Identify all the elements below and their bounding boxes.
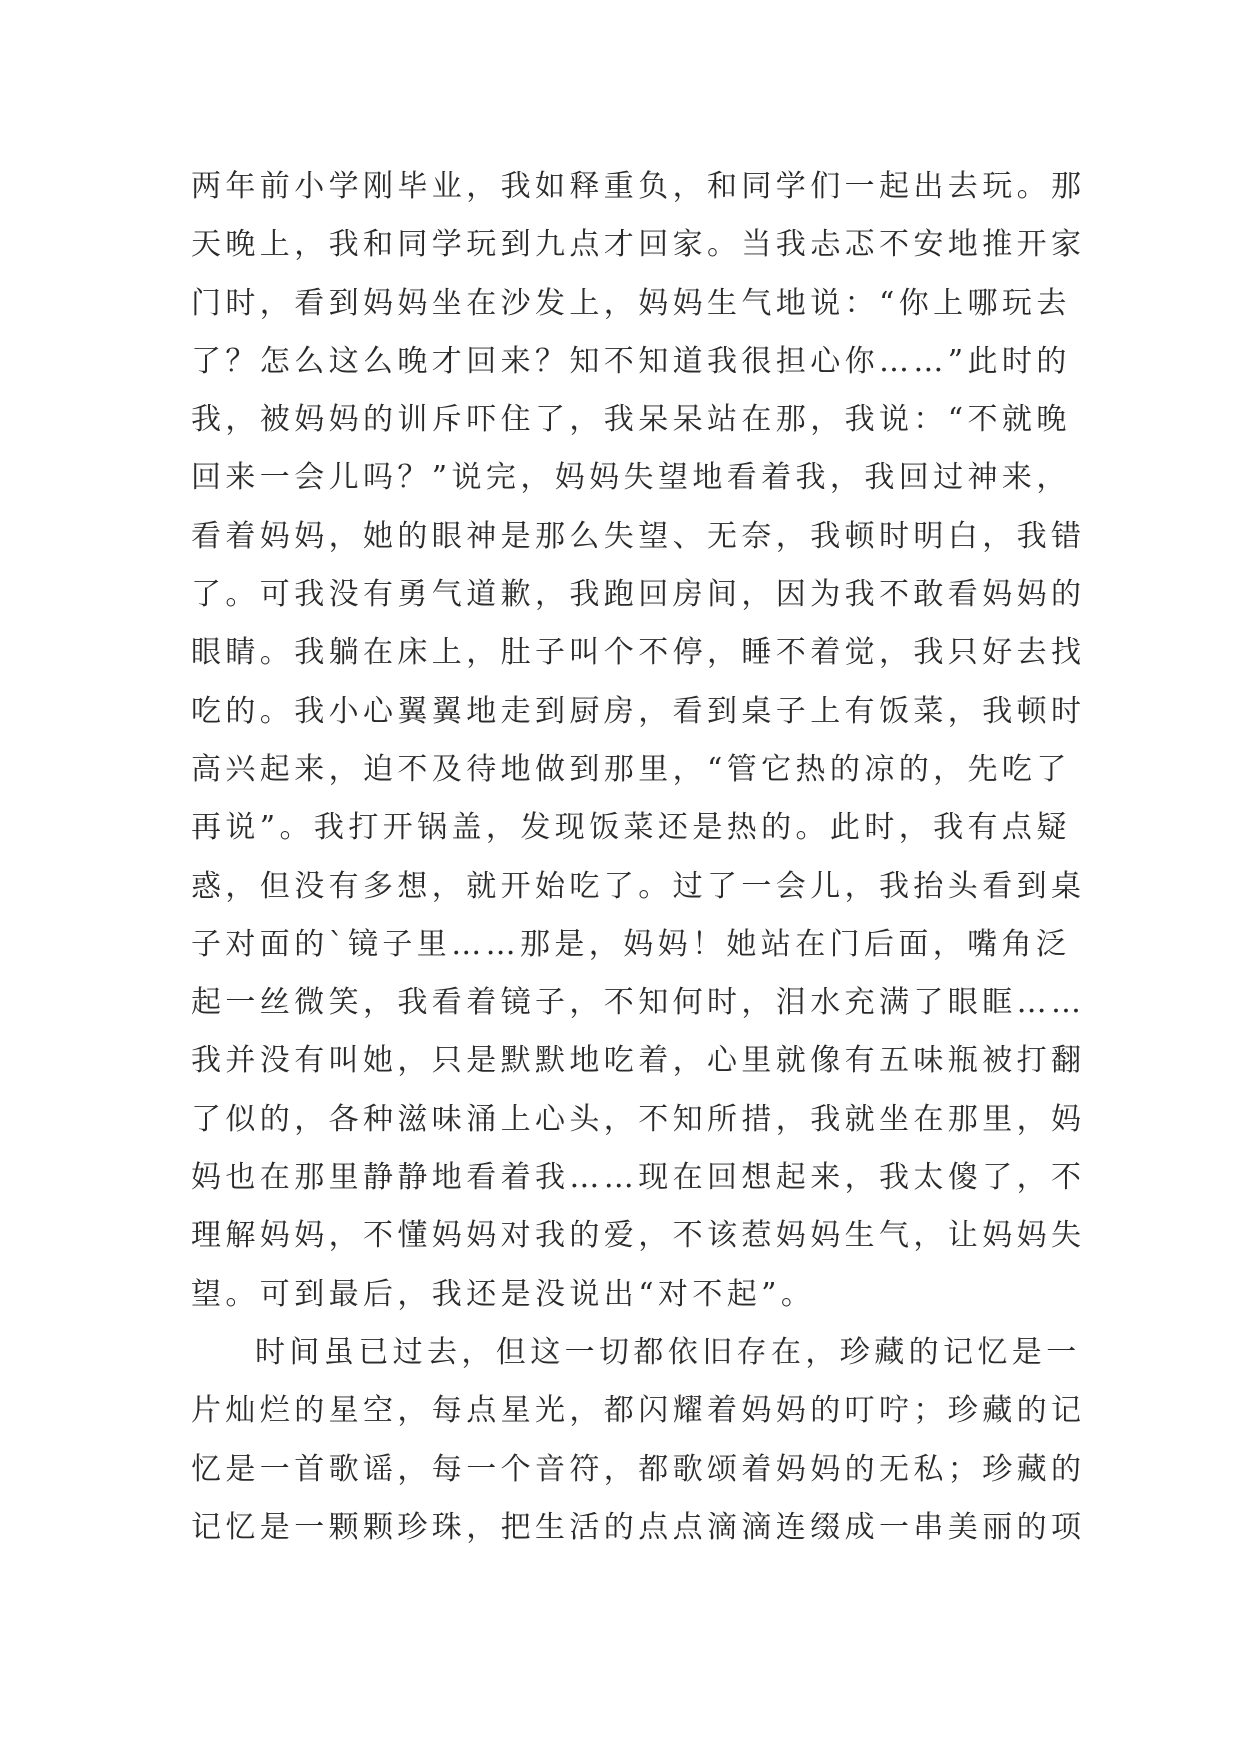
text-line: 忆是一首歌谣，每一个音符，都歌颂着妈妈的无私；珍藏的 — [191, 1451, 1086, 1487]
text-line: 理解妈妈，不懂妈妈对我的爱，不该惹妈妈生气，让妈妈失 — [191, 1218, 1086, 1254]
paragraph-1 — [191, 158, 1086, 1324]
text-line: 惑，但没有多想，就开始吃了。过了一会儿，我抬头看到桌 — [191, 868, 1086, 904]
text-line: 子对面的`镜子里……那是，妈妈！她站在门后面，嘴角泛 — [191, 926, 1071, 962]
text-line: 回来一会儿吗？”说完，妈妈失望地看着我，我回过神来， — [191, 460, 1071, 496]
text-line: 时间虽已过去，但这一切都依旧存在，珍藏的记忆是一 — [255, 1334, 1081, 1370]
text-line: 天晚上，我和同学玩到九点才回家。当我忐忑不安地推开家 — [191, 227, 1086, 263]
body-text — [191, 158, 1086, 1557]
text-line: 我，被妈妈的训斥吓住了，我呆呆站在那，我说：“不就晚 — [191, 402, 1071, 438]
text-line: 起一丝微笑，我看着镜子，不知何时，泪水充满了眼眶…… — [191, 985, 1086, 1021]
text-line: 了。可我没有勇气道歉，我跑回房间，因为我不敢看妈妈的 — [191, 577, 1086, 613]
text-line: 妈也在那里静静地看着我……现在回想起来，我太傻了，不 — [191, 1160, 1086, 1196]
text-line: 记忆是一颗颗珍珠，把生活的点点滴滴连缀成一串美丽的项 — [191, 1509, 1086, 1545]
text-line: 了似的，各种滋味涌上心头，不知所措，我就坐在那里，妈 — [191, 1101, 1086, 1137]
text-line: 眼睛。我躺在床上，肚子叫个不停，睡不着觉，我只好去找 — [191, 635, 1086, 671]
text-line: 两年前小学刚毕业，我如释重负，和同学们一起出去玩。那 — [191, 169, 1086, 204]
text-line: 片灿烂的星空，每点星光，都闪耀着妈妈的叮咛；珍藏的记 — [191, 1393, 1086, 1429]
text-line: 了？怎么这么晚才回来？知不知道我很担心你……”此时的 — [191, 343, 1071, 379]
paragraph-2 — [191, 1324, 1086, 1557]
text-line: 高兴起来，迫不及待地做到那里，“管它热的凉的，先吃了 — [191, 751, 1071, 787]
text-line: 门时，看到妈妈坐在沙发上，妈妈生气地说：“你上哪玩去 — [191, 285, 1071, 321]
text-line: 看着妈妈，她的眼神是那么失望、无奈，我顿时明白，我错 — [191, 518, 1086, 554]
text-line: 望。可到最后，我还是没说出“对不起”。 — [191, 1276, 816, 1312]
text-line: 再说”。我打开锅盖，发现饭菜还是热的。此时，我有点疑 — [191, 810, 1071, 846]
text-line: 我并没有叫她，只是默默地吃着，心里就像有五味瓶被打翻 — [191, 1043, 1086, 1079]
text-line: 吃的。我小心翼翼地走到厨房，看到桌子上有饭菜，我顿时 — [191, 693, 1086, 729]
